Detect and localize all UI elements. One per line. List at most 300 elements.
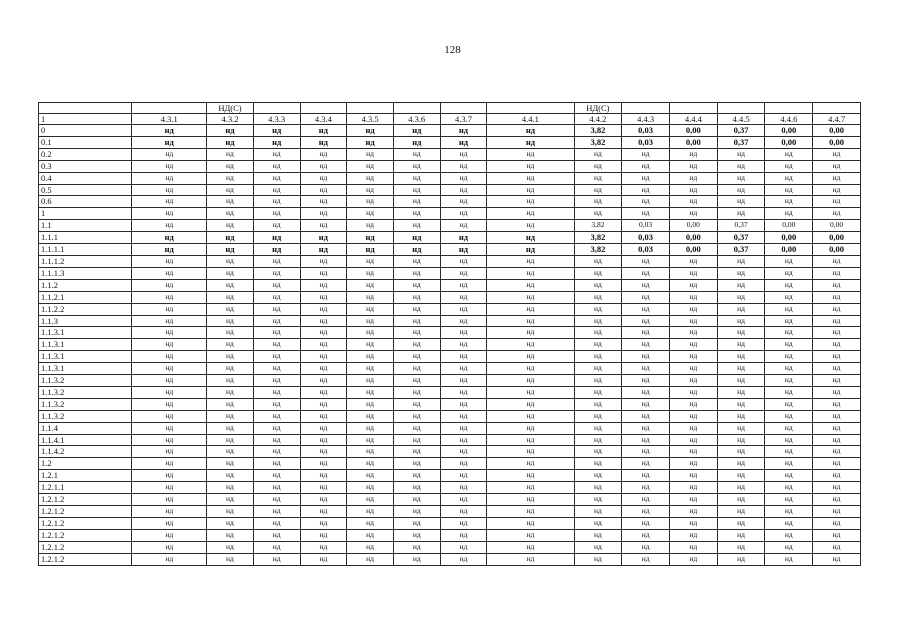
table-cell: нд — [347, 506, 394, 518]
table-cell: нд — [669, 422, 717, 434]
table-cell: нд — [440, 244, 487, 256]
row-label: 1.1.4.2 — [39, 446, 132, 458]
table-cell: нд — [253, 482, 300, 494]
table-cell: нд — [574, 208, 622, 220]
row-label: 1.1.2 — [39, 279, 132, 291]
table-cell: нд — [132, 220, 207, 232]
table-cell: нд — [300, 470, 347, 482]
table-row — [39, 351, 861, 363]
table-cell: нд — [622, 267, 670, 279]
table-cell: нд — [207, 363, 254, 375]
header-empty-cell — [39, 103, 132, 114]
table-cell: нд — [440, 220, 487, 232]
table-cell: нд — [132, 446, 207, 458]
row-label: 1.1.3.2 — [39, 398, 132, 410]
table-cell: нд — [132, 339, 207, 351]
table-row — [39, 315, 861, 327]
table-cell: нд — [393, 232, 440, 244]
table-cell: нд — [132, 494, 207, 506]
table-cell: нд — [487, 184, 574, 196]
table-cell: нд — [574, 267, 622, 279]
table-cell: нд — [132, 482, 207, 494]
table-cell: нд — [765, 196, 813, 208]
table-cell: нд — [300, 339, 347, 351]
table-cell: нд — [813, 208, 861, 220]
table-cell: нд — [393, 220, 440, 232]
table-cell: нд — [622, 208, 670, 220]
table-cell: нд — [440, 267, 487, 279]
table-cell: нд — [132, 434, 207, 446]
table-cell: нд — [813, 470, 861, 482]
table-cell: нд — [393, 410, 440, 422]
table-cell: нд — [132, 125, 207, 137]
table-cell: нд — [207, 553, 254, 565]
table-row — [39, 339, 861, 351]
table-cell: нд — [440, 196, 487, 208]
table-cell: нд — [669, 375, 717, 387]
table-cell: нд — [574, 291, 622, 303]
table-cell: 0,00 — [765, 220, 813, 232]
table-cell: нд — [622, 422, 670, 434]
table-cell: нд — [253, 410, 300, 422]
table-cell: нд — [300, 434, 347, 446]
table-cell: нд — [347, 220, 394, 232]
row-label: 0.2 — [39, 148, 132, 160]
table-cell: нд — [717, 375, 765, 387]
table-cell: нд — [132, 136, 207, 148]
table-row — [39, 172, 861, 184]
table-cell: нд — [813, 327, 861, 339]
table-cell: нд — [813, 363, 861, 375]
row-label: 1.2.1.2 — [39, 517, 132, 529]
table-cell: нд — [813, 160, 861, 172]
table-cell: нд — [487, 553, 574, 565]
row-label: 1.2.1.2 — [39, 506, 132, 518]
table-cell: нд — [813, 422, 861, 434]
table-row — [39, 303, 861, 315]
table-cell: нд — [253, 172, 300, 184]
table-cell: нд — [300, 458, 347, 470]
table-cell: 0,37 — [717, 220, 765, 232]
table-cell: нд — [765, 553, 813, 565]
table-cell: нд — [393, 244, 440, 256]
table-cell: 0,00 — [765, 125, 813, 137]
table-cell: нд — [347, 232, 394, 244]
table-cell: нд — [253, 315, 300, 327]
table-cell: нд — [574, 398, 622, 410]
header-empty-cell — [487, 103, 574, 114]
table-cell: нд — [440, 553, 487, 565]
table-row — [39, 160, 861, 172]
table-cell: 0,00 — [813, 125, 861, 137]
table-cell: нд — [347, 196, 394, 208]
table-cell: нд — [393, 303, 440, 315]
table-cell: нд — [574, 541, 622, 553]
table-cell: нд — [440, 470, 487, 482]
table-cell: нд — [132, 255, 207, 267]
table-row — [39, 291, 861, 303]
table-cell: нд — [253, 244, 300, 256]
table-cell: нд — [300, 422, 347, 434]
table-cell: 0,03 — [622, 244, 670, 256]
header-empty-cell — [669, 103, 717, 114]
table-cell: нд — [717, 517, 765, 529]
table-cell: нд — [669, 148, 717, 160]
table-cell: нд — [393, 506, 440, 518]
table-cell: нд — [300, 244, 347, 256]
table-cell: нд — [765, 267, 813, 279]
table-cell: нд — [207, 208, 254, 220]
table-cell: нд — [622, 291, 670, 303]
table-cell: нд — [440, 279, 487, 291]
header-empty-cell — [300, 103, 347, 114]
table-cell: нд — [574, 315, 622, 327]
table-cell: нд — [622, 339, 670, 351]
table-cell: нд — [717, 351, 765, 363]
row-label: 1.1.1.1 — [39, 244, 132, 256]
table-cell: нд — [132, 232, 207, 244]
table-cell: нд — [669, 172, 717, 184]
table-cell: нд — [393, 422, 440, 434]
table-cell: нд — [207, 434, 254, 446]
table-cell: нд — [132, 553, 207, 565]
table-cell: нд — [487, 220, 574, 232]
table-cell: нд — [347, 208, 394, 220]
table-row — [39, 410, 861, 422]
table-row — [39, 125, 861, 137]
table-cell: нд — [132, 160, 207, 172]
table-cell: нд — [207, 303, 254, 315]
table-cell: нд — [765, 315, 813, 327]
table-cell: нд — [669, 196, 717, 208]
table-cell: нд — [132, 422, 207, 434]
table-cell: нд — [207, 386, 254, 398]
table-cell: 0,00 — [669, 220, 717, 232]
table-cell: нд — [207, 267, 254, 279]
header-group-right: НД(С) — [574, 103, 622, 114]
table-cell: нд — [487, 315, 574, 327]
table-cell: нд — [717, 148, 765, 160]
table-row — [39, 541, 861, 553]
table-cell: 0,03 — [622, 125, 670, 137]
column-header: 4.4.5 — [717, 114, 765, 125]
header-empty-cell — [765, 103, 813, 114]
table-cell: нд — [669, 267, 717, 279]
table-cell: нд — [622, 434, 670, 446]
table-cell: нд — [207, 541, 254, 553]
table-row — [39, 494, 861, 506]
table-cell: нд — [253, 506, 300, 518]
table-cell: нд — [813, 375, 861, 387]
table-cell: нд — [813, 196, 861, 208]
table-cell: нд — [300, 184, 347, 196]
table-cell: нд — [347, 517, 394, 529]
table-cell: нд — [813, 279, 861, 291]
table-cell: нд — [440, 517, 487, 529]
row-label: 1.1.3.1 — [39, 363, 132, 375]
table-cell: нд — [574, 375, 622, 387]
table-cell: нд — [765, 303, 813, 315]
table-cell: нд — [207, 506, 254, 518]
table-cell: нд — [440, 148, 487, 160]
table-row — [39, 279, 861, 291]
row-label: 1.1.1.3 — [39, 267, 132, 279]
table-cell: нд — [132, 327, 207, 339]
table-cell: нд — [300, 125, 347, 137]
table-cell: нд — [669, 446, 717, 458]
table-cell: нд — [487, 172, 574, 184]
table-cell: нд — [393, 267, 440, 279]
table-cell: нд — [574, 363, 622, 375]
table-cell: нд — [813, 482, 861, 494]
table-cell: нд — [347, 422, 394, 434]
table-cell: нд — [300, 208, 347, 220]
table-cell: нд — [347, 267, 394, 279]
table-cell: нд — [393, 553, 440, 565]
header-empty-cell — [253, 103, 300, 114]
table-cell: нд — [813, 506, 861, 518]
table-cell: нд — [717, 529, 765, 541]
table-cell: нд — [207, 398, 254, 410]
table-row — [39, 470, 861, 482]
table-cell: нд — [393, 351, 440, 363]
table-cell: нд — [440, 529, 487, 541]
table-cell: нд — [393, 291, 440, 303]
table-cell: нд — [487, 470, 574, 482]
table-cell: нд — [765, 529, 813, 541]
table-row — [39, 220, 861, 232]
table-cell: 0,37 — [717, 125, 765, 137]
table-cell: нд — [622, 351, 670, 363]
table-cell: нд — [717, 184, 765, 196]
table-row — [39, 244, 861, 256]
table-cell: нд — [813, 148, 861, 160]
table-cell: нд — [813, 541, 861, 553]
table-cell: нд — [717, 494, 765, 506]
table-cell: 0,03 — [622, 136, 670, 148]
table-cell: нд — [765, 208, 813, 220]
header-empty-cell — [347, 103, 394, 114]
table-cell: нд — [132, 363, 207, 375]
table-cell: нд — [487, 291, 574, 303]
table-cell: нд — [207, 422, 254, 434]
table-cell: нд — [717, 398, 765, 410]
table-cell: нд — [132, 303, 207, 315]
table-cell: нд — [574, 446, 622, 458]
column-header: 4.3.7 — [440, 114, 487, 125]
table-cell: нд — [574, 434, 622, 446]
table-cell: нд — [253, 434, 300, 446]
table-cell: нд — [300, 291, 347, 303]
row-label: 1.2.1 — [39, 470, 132, 482]
table-cell: нд — [300, 446, 347, 458]
table-cell: 0,00 — [813, 244, 861, 256]
table-cell: нд — [717, 160, 765, 172]
table-row — [39, 136, 861, 148]
table-cell: нд — [717, 303, 765, 315]
table-cell: нд — [717, 541, 765, 553]
column-header: 4.3.4 — [300, 114, 347, 125]
table-cell: нд — [813, 255, 861, 267]
table-cell: нд — [393, 494, 440, 506]
table-cell: нд — [487, 136, 574, 148]
table-cell: нд — [132, 244, 207, 256]
column-header: 4.3.2 — [207, 114, 254, 125]
table-cell: нд — [765, 482, 813, 494]
table-cell: нд — [207, 232, 254, 244]
table-cell: нд — [765, 279, 813, 291]
table-cell: нд — [765, 351, 813, 363]
table-cell: нд — [393, 255, 440, 267]
table-cell: нд — [253, 255, 300, 267]
row-label: 1.1.4 — [39, 422, 132, 434]
table-cell: нд — [207, 136, 254, 148]
table-cell: нд — [813, 517, 861, 529]
table-cell: нд — [207, 184, 254, 196]
column-header: 4.3.1 — [132, 114, 207, 125]
table-cell: нд — [669, 517, 717, 529]
table-cell: нд — [717, 327, 765, 339]
table-cell: нд — [393, 148, 440, 160]
table-cell: нд — [440, 386, 487, 398]
table-cell: нд — [440, 375, 487, 387]
table-cell: нд — [669, 363, 717, 375]
table-row — [39, 434, 861, 446]
row-label: 1.2.1.2 — [39, 529, 132, 541]
table-cell: нд — [669, 184, 717, 196]
table-cell: нд — [440, 172, 487, 184]
table-cell: нд — [717, 410, 765, 422]
table-cell: нд — [207, 279, 254, 291]
table-cell: нд — [813, 291, 861, 303]
table-cell: нд — [440, 446, 487, 458]
table-cell: нд — [765, 494, 813, 506]
table-cell: нд — [574, 410, 622, 422]
table-cell: нд — [347, 410, 394, 422]
table-cell: нд — [669, 279, 717, 291]
row-label: 0.5 — [39, 184, 132, 196]
table-cell: нд — [347, 363, 394, 375]
table-cell: нд — [393, 529, 440, 541]
table-cell: нд — [717, 291, 765, 303]
page-number: 128 — [444, 44, 461, 56]
table-cell: 3,82 — [574, 232, 622, 244]
table-cell: нд — [813, 458, 861, 470]
table-cell: нд — [717, 458, 765, 470]
table-cell: нд — [487, 160, 574, 172]
table-cell: нд — [253, 125, 300, 137]
table-cell: нд — [813, 303, 861, 315]
table-cell: 0,37 — [717, 244, 765, 256]
table-cell: нд — [717, 470, 765, 482]
table-cell: нд — [207, 458, 254, 470]
table-cell: нд — [440, 410, 487, 422]
table-cell: нд — [765, 375, 813, 387]
table-cell: нд — [669, 315, 717, 327]
row-label: 1 — [39, 208, 132, 220]
row-label: 1.1.3.1 — [39, 339, 132, 351]
table-cell: нд — [393, 434, 440, 446]
table-cell: нд — [347, 553, 394, 565]
table-cell: нд — [622, 541, 670, 553]
table-cell: нд — [253, 327, 300, 339]
table-cell: нд — [440, 208, 487, 220]
table-cell: нд — [347, 339, 394, 351]
table-cell: нд — [765, 291, 813, 303]
table-cell: нд — [574, 482, 622, 494]
table-cell: нд — [813, 184, 861, 196]
table-cell: нд — [487, 446, 574, 458]
table-cell: нд — [440, 232, 487, 244]
table-header-columns-row — [39, 114, 861, 125]
table-cell: нд — [622, 303, 670, 315]
data-table — [38, 102, 861, 566]
table-cell: 0,00 — [813, 136, 861, 148]
table-cell: нд — [669, 160, 717, 172]
table-cell: нд — [132, 267, 207, 279]
table-cell: нд — [669, 398, 717, 410]
table-cell: нд — [487, 351, 574, 363]
table-cell: нд — [347, 434, 394, 446]
table-cell: нд — [347, 541, 394, 553]
table-row — [39, 446, 861, 458]
table-cell: нд — [622, 255, 670, 267]
table-cell: нд — [300, 494, 347, 506]
table-cell: нд — [393, 196, 440, 208]
table-cell: нд — [253, 303, 300, 315]
table-cell: нд — [393, 160, 440, 172]
header-empty-cell — [813, 103, 861, 114]
table-row — [39, 363, 861, 375]
table-cell: нд — [253, 541, 300, 553]
table-cell: нд — [300, 267, 347, 279]
table-cell: нд — [669, 351, 717, 363]
table-cell: нд — [253, 351, 300, 363]
header-empty-cell — [132, 103, 207, 114]
table-cell: нд — [487, 398, 574, 410]
table-cell: нд — [622, 529, 670, 541]
table-cell: нд — [440, 160, 487, 172]
table-cell: нд — [440, 506, 487, 518]
table-cell: нд — [393, 517, 440, 529]
table-cell: нд — [347, 327, 394, 339]
table-cell: нд — [813, 315, 861, 327]
header-group-left: НД(С) — [207, 103, 254, 114]
table-cell: нд — [347, 136, 394, 148]
table-cell: нд — [622, 458, 670, 470]
table-cell: нд — [440, 541, 487, 553]
table-cell: нд — [440, 125, 487, 137]
table-cell: нд — [253, 232, 300, 244]
table-cell: нд — [717, 172, 765, 184]
table-cell: нд — [622, 398, 670, 410]
table-cell: нд — [574, 303, 622, 315]
table-cell: нд — [132, 291, 207, 303]
table-cell: нд — [574, 351, 622, 363]
table-cell: нд — [765, 517, 813, 529]
table-cell: нд — [300, 398, 347, 410]
table-cell: нд — [393, 375, 440, 387]
table-cell: нд — [622, 363, 670, 375]
table-cell: 0,00 — [669, 136, 717, 148]
table-cell: нд — [717, 386, 765, 398]
table-cell: нд — [132, 375, 207, 387]
table-cell: нд — [300, 327, 347, 339]
table-cell: нд — [487, 339, 574, 351]
table-cell: 0,03 — [622, 220, 670, 232]
table-cell: нд — [487, 529, 574, 541]
table-cell: нд — [347, 494, 394, 506]
